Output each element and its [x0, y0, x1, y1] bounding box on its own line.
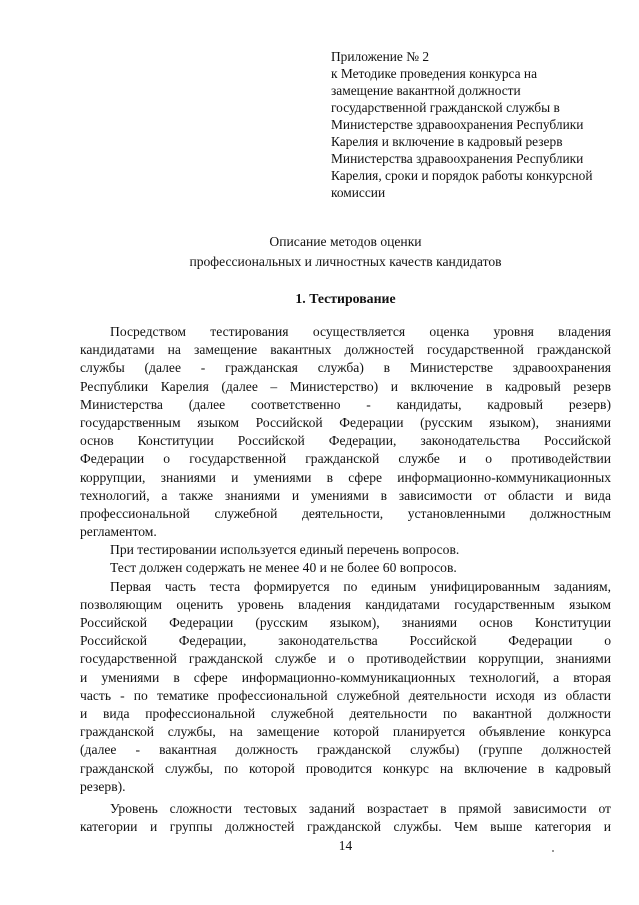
scan-speck — [552, 850, 554, 852]
text-line: службы (далее - гражданская служба) в Министерстве здравоохранения — [80, 360, 611, 376]
appendix-line: Карелия, сроки и порядок работы конкурсной — [331, 168, 593, 183]
text-line: резерв). — [80, 778, 126, 794]
text-line: Уровень сложности тестовых заданий возрастает в прямой зависимости от — [110, 800, 611, 816]
text-line: Посредством тестирования осуществляется оценка уровня владения — [110, 324, 611, 339]
text-line: регламентом. — [80, 524, 157, 540]
text-line: гражданской службы, по которой проводится конкурс на включение в кадровый — [80, 760, 611, 776]
text-line: государственным языком Российской Федерации (русским языком), знаниями — [80, 414, 611, 430]
appendix-line: Карелия и включение в кадровый резерв — [331, 134, 563, 149]
text-line: технологий, а также знаниями и умениями в зависимости от области и вида — [80, 487, 611, 503]
appendix-line: государственной гражданской службы в — [331, 100, 560, 115]
appendix-line: Приложение № 2 — [331, 49, 430, 64]
document-title-line-2: профессиональных и личностных качеств кандидатов — [189, 254, 502, 269]
text-line: и умениями в сфере информационно-коммуникационных технологий, а вторая — [80, 669, 611, 685]
text-line: Российской Федерации (русским языком), знаниями основ Конституции — [80, 615, 611, 630]
text-line: Российской Федерации, законодательства Российской Федерации о — [80, 633, 611, 649]
document-title-line-1: Описание методов оценки — [269, 234, 422, 249]
section-heading: 1. Тестирование — [295, 291, 396, 306]
appendix-line: к Методике проведения конкурса на — [331, 66, 538, 81]
appendix-note — [331, 48, 621, 201]
text-line: (далее - вакантная должность гражданской службы) (группе должностей — [80, 742, 611, 758]
text-line: категории и группы должностей гражданской службы. Чем выше категория и — [80, 819, 611, 835]
text-line: Министерства (далее соответственно - кандидаты, кадровый резерв) — [80, 396, 611, 412]
text-line: Первая часть теста формируется по единым унифицированным заданиям, — [110, 578, 611, 594]
text-line: основ Конституции Российской Федерации, законодательства Российской — [80, 433, 611, 449]
appendix-line: Министерстве здравоохранения Республики — [331, 117, 584, 132]
text-line: позволяющим оценить уровень владения кандидатами государственным языком — [80, 596, 611, 612]
text-line: и вида профессиональной служебной деятельности по вакантной должности — [80, 705, 611, 721]
text-line: часть - по тематике профессиональной служебной деятельности исходя из области — [80, 687, 611, 703]
text-line: Федерации о государственной гражданской службе и о противодействии — [80, 451, 611, 467]
text-line: При тестировании используется единый перечень вопросов. — [110, 542, 460, 558]
appendix-line: Министерства здравоохранения Республики — [331, 151, 584, 166]
text-line: Тест должен содержать не менее 40 и не более 60 вопросов. — [110, 560, 457, 576]
text-line: государственной гражданской службе и о противодействии коррупции, знаниями — [80, 651, 611, 667]
page-number: 14 — [338, 838, 353, 853]
appendix-line: замещение вакантной должности — [331, 83, 521, 98]
text-line: коррупции, знаниями и умениями в сфере информационно-коммуникационных — [80, 469, 611, 485]
text-line: гражданской службы, на замещение которой планируется объявление конкурса — [80, 724, 611, 740]
text-line: кандидатами на замещение вакантных должностей государственной гражданской — [80, 342, 611, 358]
text-line: профессиональной служебной деятельности, установленными должностным — [80, 505, 611, 521]
text-line: Республики Карелия (далее – Министерство) и включение в кадровый резерв — [80, 378, 611, 394]
body-text — [80, 323, 611, 836]
appendix-line: комиссии — [331, 185, 386, 200]
